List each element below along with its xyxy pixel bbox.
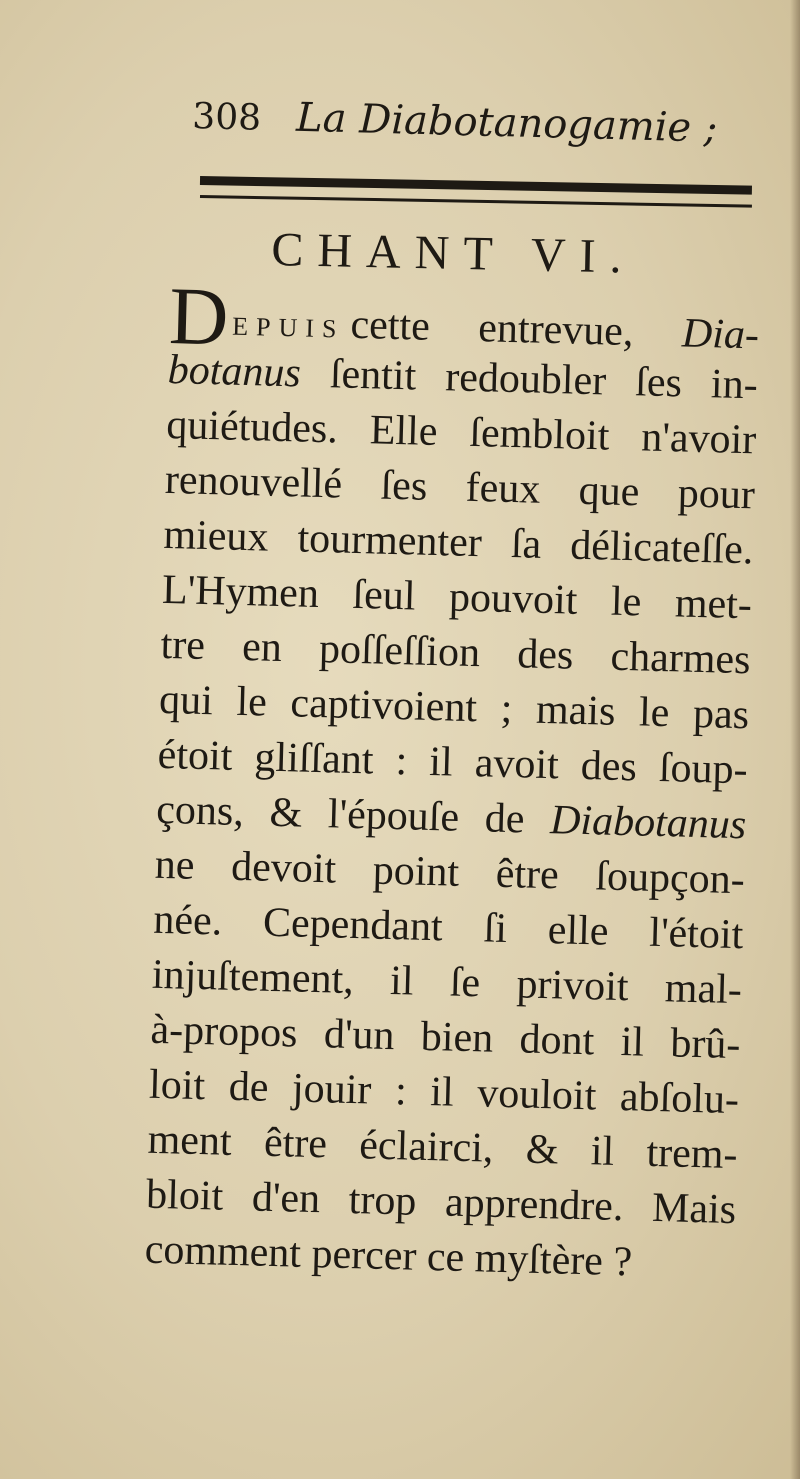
- chapter-heading: CHANT VI.: [270, 222, 637, 284]
- text-line: née. Cependant ſi elle l'étoit: [152, 896, 744, 959]
- italic-name: Diabotanus: [549, 797, 747, 849]
- header-rule-thick: [200, 176, 752, 195]
- page-number: 308: [191, 95, 262, 139]
- drop-cap: D: [168, 270, 230, 363]
- text-line: renouvellé ſes feux que pour: [164, 456, 756, 519]
- text-line: ne devoit point être ſoupçon-: [154, 841, 746, 904]
- running-head: [191, 92, 718, 166]
- text-line: comment percer ce myſtère ?: [144, 1226, 633, 1286]
- italic-name: botanus: [167, 346, 302, 397]
- text-line: étoit gliſſant : il avoit des ſoup-: [157, 731, 749, 794]
- text-line: L'Hymen ſeul pouvoit le met-: [161, 566, 753, 629]
- text-fragment: çons, & l'épouſe de: [155, 786, 526, 843]
- text-fragment: cette entrevue,: [349, 301, 635, 356]
- text-line: mieux tourmenter ſa délicateſſe.: [162, 511, 754, 574]
- italic-name: Dia-: [681, 310, 760, 359]
- text-line: loit de jouir : il vouloit abſolu-: [148, 1061, 740, 1124]
- text-line: qui le captivoient ; mais le pas: [158, 676, 750, 739]
- text-line: injuſtement, il ſe privoit mal-: [151, 951, 743, 1014]
- body-text: [144, 270, 760, 1293]
- running-title: La Diabotanogamie ;: [295, 94, 718, 152]
- text-line: tre en poſſeſſion des charmes: [160, 621, 752, 684]
- header-rule-thin: [200, 195, 752, 208]
- text-line: ment être éclairci, & il trem-: [147, 1116, 739, 1179]
- text-line: à-propos d'un bien dont il brû-: [149, 1006, 741, 1069]
- text-line: quiétudes. Elle ſembloit n'avoir: [165, 401, 757, 464]
- page-gutter-shadow: [790, 0, 800, 1479]
- text-fragment: ſentit redoubler ſes in-: [329, 351, 759, 409]
- text-line: bloit d'en trop apprendre. Mais: [145, 1171, 737, 1234]
- small-caps-opening: EPUIS: [231, 311, 345, 344]
